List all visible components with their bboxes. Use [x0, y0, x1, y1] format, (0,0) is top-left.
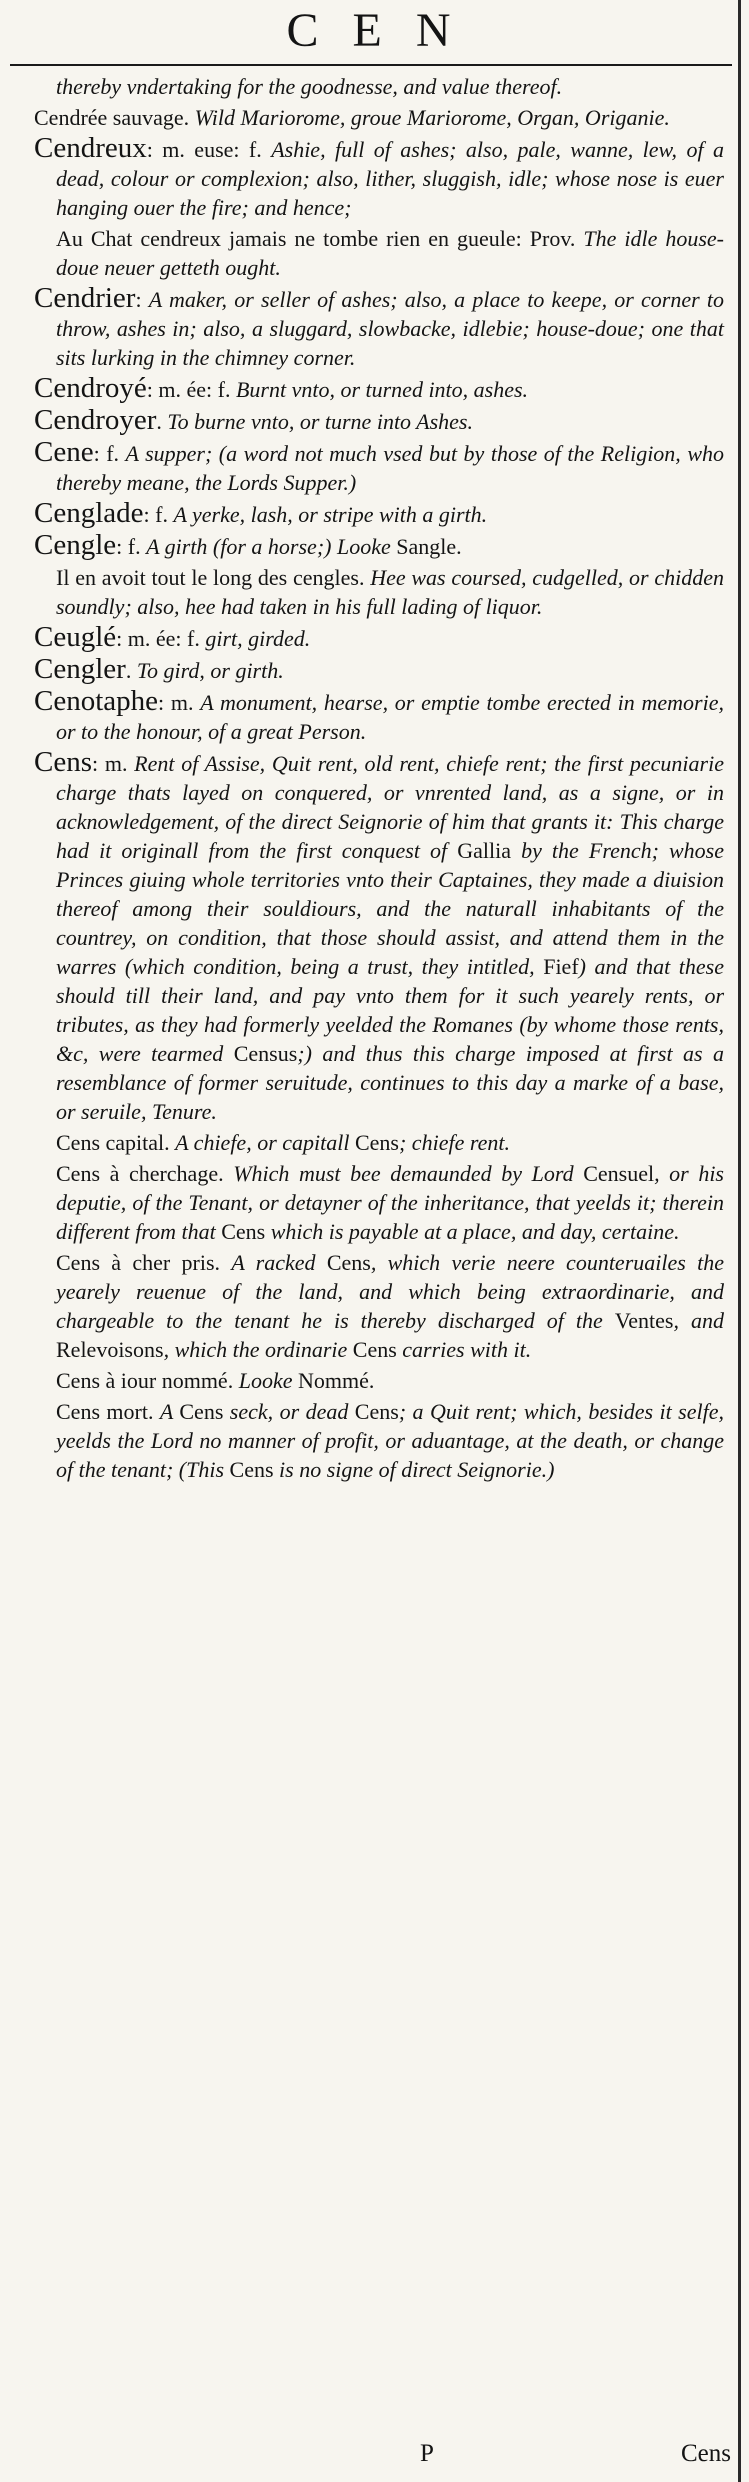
headword: Cendreux [34, 132, 147, 164]
french-text: : f. [143, 502, 174, 527]
french-text: : f. [116, 534, 147, 559]
french-text: : m. [158, 690, 201, 715]
headword: Cendroyé [34, 372, 147, 404]
french-text: : m. euse: f. [146, 137, 272, 162]
french-text: Cens [354, 1399, 399, 1424]
french-text: Cendrée sauvage. [34, 105, 195, 130]
english-gloss: A chiefe, or capitall [175, 1130, 355, 1155]
english-gloss: Hee was coursed, cudgelled, or chidden soundly; also, hee had taken in his full lading of liquor. [56, 565, 725, 619]
dictionary-entry [56, 1366, 724, 1395]
french-text: Cens [354, 1130, 399, 1155]
headword: Cene [34, 436, 94, 468]
english-gloss: which is payable at a place, and day, certaine. [265, 1219, 680, 1244]
french-text: Cens [221, 1219, 266, 1244]
english-gloss: To burne vnto, or turne into Ashes. [167, 409, 473, 434]
dictionary-column [34, 72, 724, 1486]
dictionary-entry [34, 623, 724, 653]
headword: Cendrier [34, 282, 136, 314]
headword: Cens [34, 746, 92, 778]
english-gloss: girt, girded. [205, 626, 311, 651]
english-gloss: ; a Quit rent; which, besides it selfe, yeelds the Lord no manner of profit, or aduantage, at the death, or change of the tenant; (This [56, 1399, 724, 1482]
dictionary-entry [34, 499, 724, 529]
dictionary-entry [34, 406, 724, 436]
english-gloss: , or his deputie, of the Tenant, or detayner of the inheritance, that yeelds it; therein different from that [56, 1161, 724, 1244]
french-text: . [125, 658, 137, 683]
dictionary-entry [34, 687, 724, 746]
french-text: . [156, 409, 168, 434]
french-text: Cens à cherchage. [56, 1161, 234, 1186]
english-gloss: A supper; (a word not much vsed but by those of the Religion, who thereby meane, the Lords Supper.) [56, 441, 724, 495]
dictionary-entry [34, 531, 724, 561]
french-text: Ventes [614, 1308, 674, 1333]
dictionary-entry [56, 563, 724, 621]
french-text: Cens [229, 1457, 274, 1482]
english-gloss: , which the ordinarie [163, 1337, 353, 1362]
headword: Cendroyer [34, 404, 157, 436]
page-edge-rule [738, 0, 741, 2482]
english-gloss: carries with it. [396, 1337, 532, 1362]
page-footer [0, 2440, 749, 2476]
english-gloss: Ashie, full of ashes; also, pale, wanne, lew, of a dead, colour or complexion; also, lither, sluggish, idle; whose nose is euer hanging ouer the fire; and hence; [56, 137, 725, 220]
french-text: Nommé. [297, 1368, 375, 1393]
english-gloss: Wild Mariorome, groue Mariorome, Organ, Origanie. [194, 105, 670, 130]
dictionary-entry [34, 748, 724, 1126]
page-header: CEN [286, 4, 485, 57]
dictionary-entry [56, 1159, 724, 1246]
english-gloss: ) and that these should till their land, and pay vnto them for it such yearely rents, or tributes, as they had formerly yeelded the Romanes (by whome those rents, &c, were tearmed [56, 954, 724, 1066]
english-gloss: Looke [238, 1368, 298, 1393]
headword: Cenglade [34, 497, 144, 529]
dictionary-entry [56, 72, 724, 101]
french-text: Cens capital. [56, 1130, 176, 1155]
english-gloss: is no signe of direct Seignorie.) [273, 1457, 555, 1482]
dictionary-entry [34, 284, 724, 372]
french-text: Fief [543, 954, 579, 979]
french-text: Relevoisons [56, 1337, 164, 1362]
english-gloss: A racked [231, 1250, 327, 1275]
french-text: Cens à cher pris. [56, 1250, 232, 1275]
french-text: : f. [93, 441, 126, 466]
dictionary-entry [56, 1128, 724, 1157]
header-rule [10, 64, 732, 66]
headword: Cenotaphe [34, 685, 159, 717]
english-gloss: To gird, or girth. [136, 658, 284, 683]
english-gloss: by the French; whose Princes giuing whole territories vnto their Captaines, they made a diuision thereof among their souldiours, and the naturall inhabitants of the countrey, on condition, that those should assist, and attend them in the warres (which condition, being a trust, they intitled, [56, 838, 724, 979]
dictionary-entry [34, 374, 724, 404]
english-gloss: A [159, 1399, 180, 1424]
french-text: Il en avoit tout le long des cengles. [56, 565, 371, 590]
english-gloss: A monument, hearse, or emptie tombe erected in memorie, or to the honour, of a great Person. [56, 690, 724, 744]
signature-mark: P [420, 2440, 434, 2467]
french-text: Cens [326, 1250, 371, 1275]
french-text: Au Chat cendreux jamais ne tombe rien en gueule: Prov. [56, 226, 584, 251]
dictionary-entry [34, 134, 724, 222]
dictionary-entry [56, 1248, 724, 1364]
french-text: Censuel [583, 1161, 655, 1186]
dictionary-entry [34, 655, 724, 685]
french-text: : m. ée: f. [146, 377, 236, 402]
french-text: Cens à iour nommé. [56, 1368, 239, 1393]
french-text: : [135, 287, 149, 312]
english-gloss: thereby vndertaking for the goodnesse, and value thereof. [56, 74, 563, 99]
french-text: Gallia [457, 838, 512, 863]
english-gloss: seck, or dead [223, 1399, 355, 1424]
french-text: Census [233, 1041, 298, 1066]
dictionary-entry [34, 438, 724, 497]
english-gloss: A maker, or seller of ashes; also, a place to keepe, or corner to throw, ashes in; also, a sluggard, slowbacke, idlebie; house-doue; one that sits lurking in the chimney corner. [56, 287, 724, 370]
dictionary-entry [56, 1397, 724, 1484]
headword: Cengle [34, 529, 117, 561]
french-text: : m. [92, 751, 135, 776]
english-gloss: ;) and thus this charge imposed at first as a resemblance of former seruitude, continues to this day a marke of a base, or seruile, Tenure. [56, 1041, 724, 1124]
english-gloss: , which verie neere counteruailes the yearely reuenue of the land, and which being extraordinarie, and chargeable to the tenant he is thereby discharged of the [56, 1250, 724, 1333]
headword: Cengler [34, 653, 126, 685]
english-gloss: , and [673, 1308, 724, 1333]
english-gloss: Burnt vnto, or turned into, ashes. [235, 377, 529, 402]
english-gloss: ; chiefe rent. [398, 1130, 510, 1155]
english-gloss: The idle house-doue neuer getteth ought. [56, 226, 724, 280]
english-gloss: Which must bee demaunded by Lord [233, 1161, 584, 1186]
french-text: Cens [179, 1399, 224, 1424]
english-gloss: A girth (for a horse;) Looke [146, 534, 397, 559]
dictionary-entry [34, 103, 724, 132]
french-text: : m. ée: f. [116, 626, 206, 651]
english-gloss: Rent of Assise, Quit rent, old rent, chiefe rent; the first pecuniarie charge thats layed on conquered, or vnrented land, as a signe, or in acknowledgement, of the direct Seignorie of him that grants it: This charge had it originall from the first conquest of [56, 751, 724, 863]
catchword: Cens [681, 2440, 731, 2467]
english-gloss: A yerke, lash, or stripe with a girth. [173, 502, 488, 527]
french-text: Cens mort. [56, 1399, 160, 1424]
french-text: Cens [352, 1337, 397, 1362]
headword: Ceuglé [34, 621, 117, 653]
dictionary-entry [56, 224, 724, 282]
french-text: Sangle. [396, 534, 462, 559]
